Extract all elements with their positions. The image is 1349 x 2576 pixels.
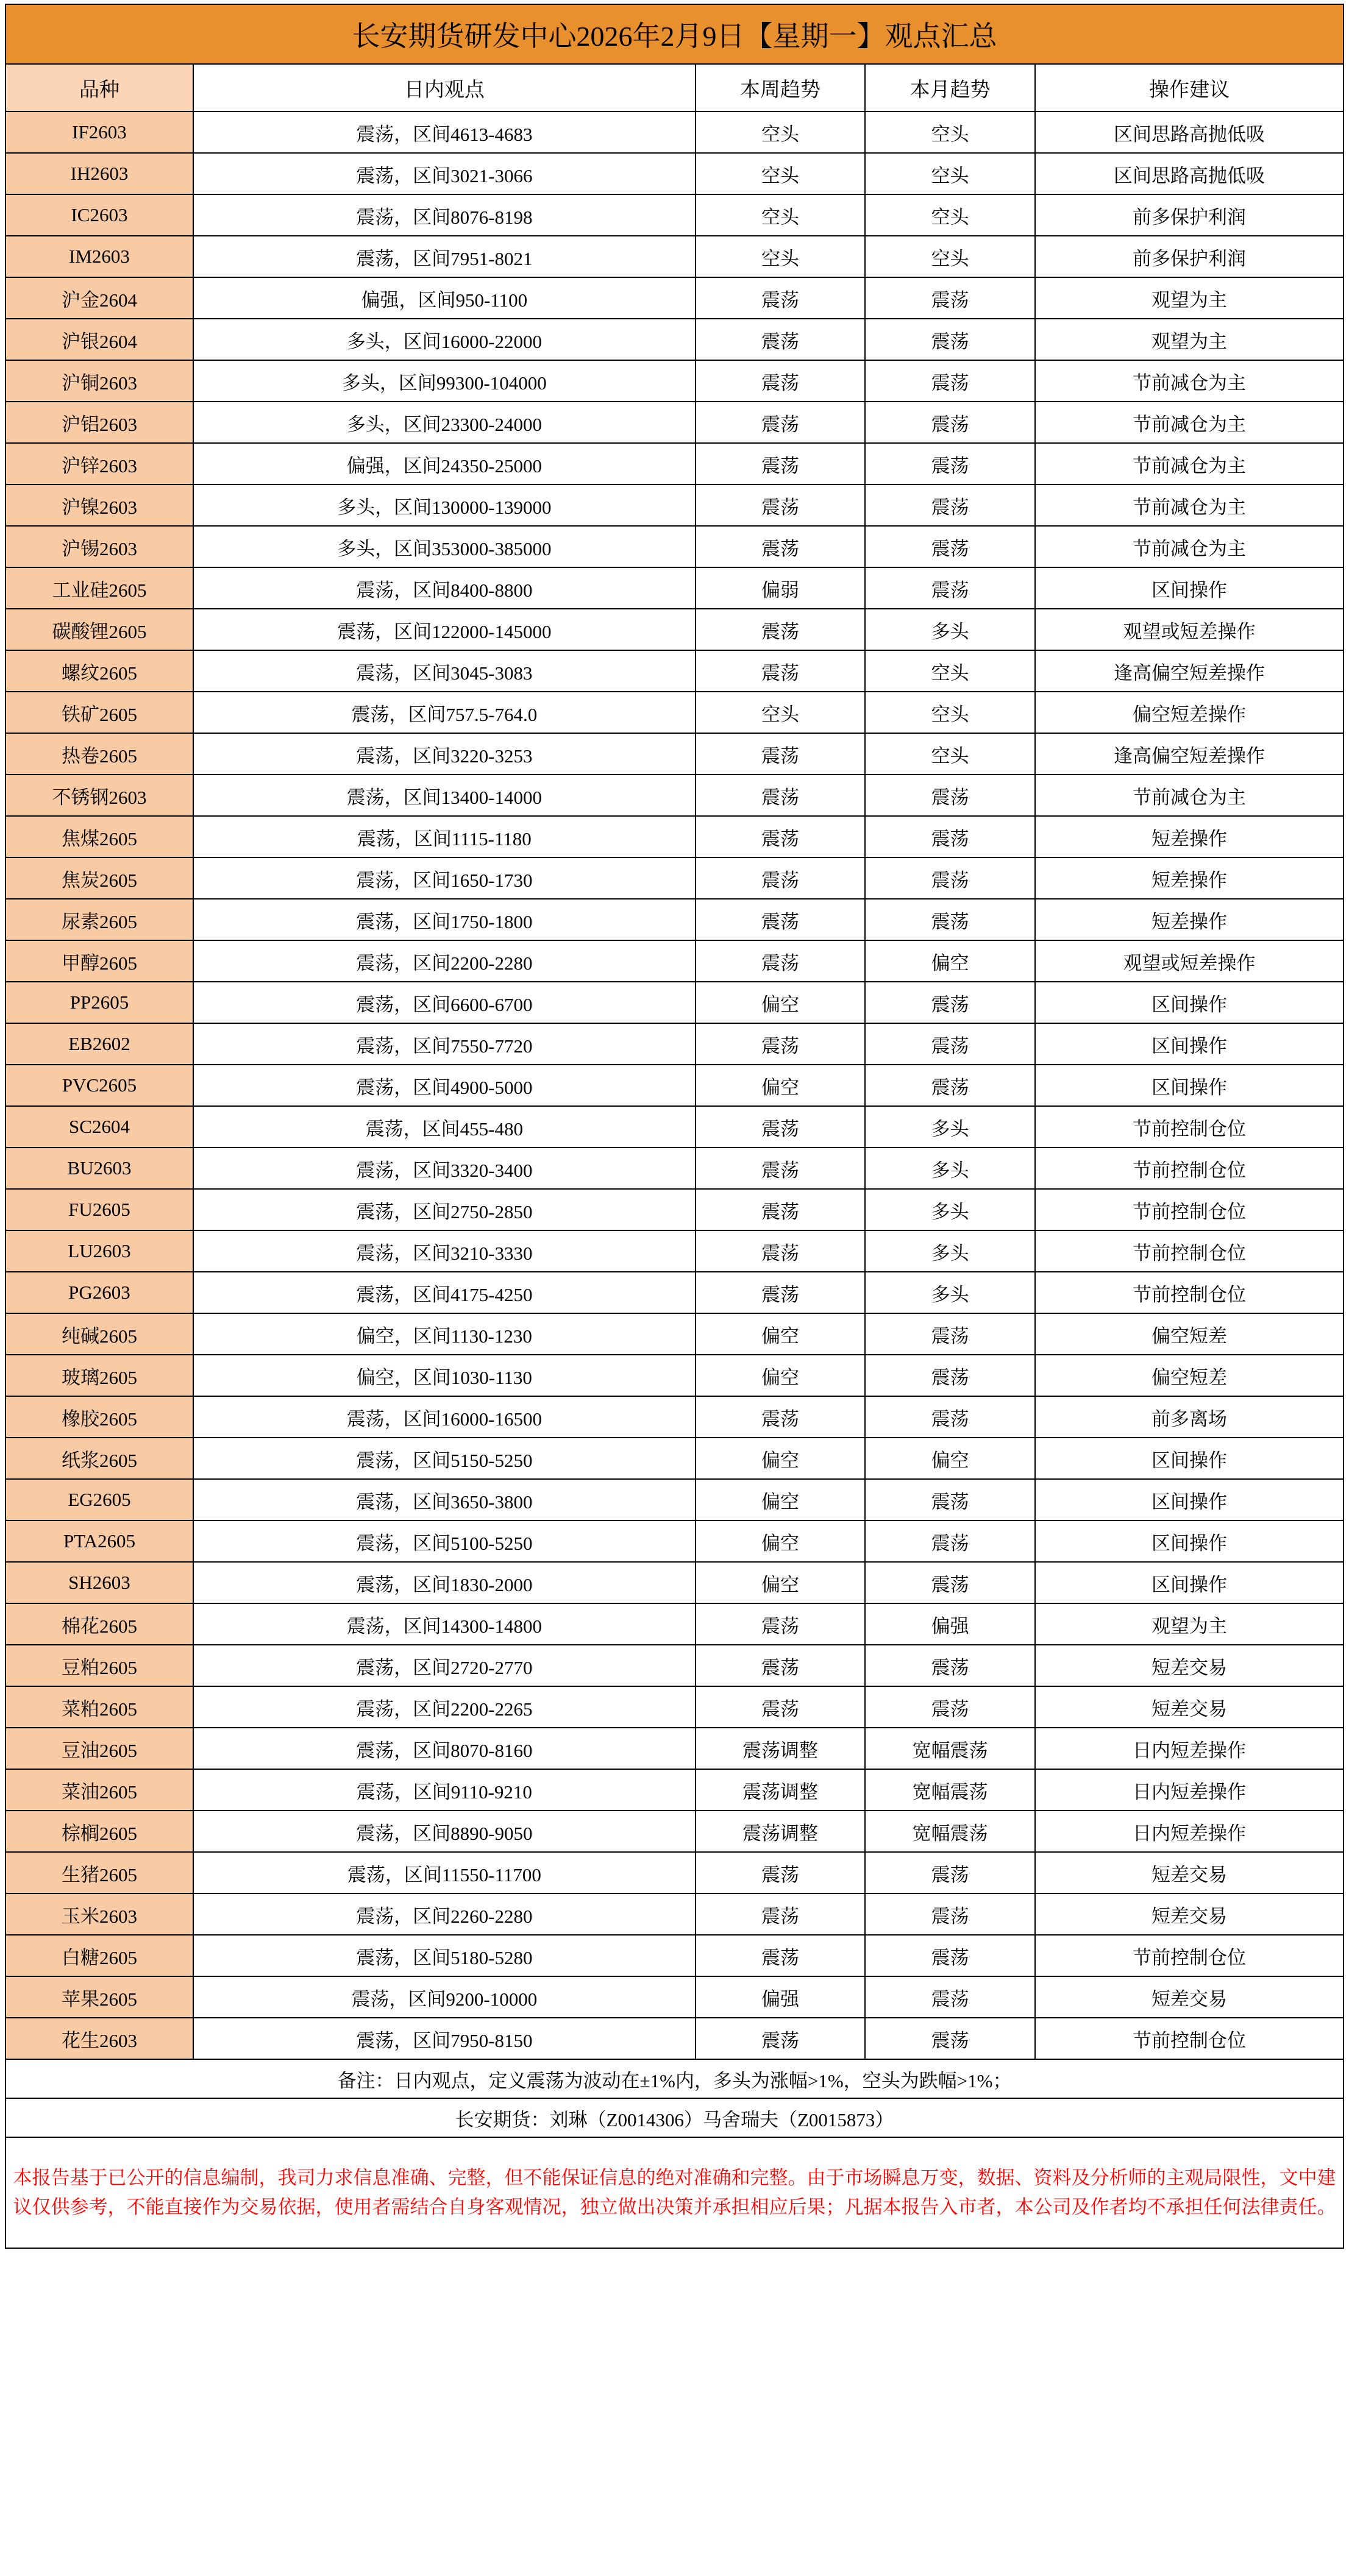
cell-variety: IH2603	[5, 153, 193, 194]
cell-advice: 节前减仓为主	[1035, 775, 1344, 816]
cell-variety: 苹果2605	[5, 1976, 193, 2018]
cell-advice: 短差交易	[1035, 1852, 1344, 1893]
cell-variety: IM2603	[5, 236, 193, 277]
table-row	[5, 733, 1344, 775]
cell-view: 偏空，区间1130-1230	[193, 1313, 696, 1355]
cell-view: 震荡，区间4175-4250	[193, 1272, 696, 1313]
cell-variety: 碳酸锂2605	[5, 609, 193, 650]
cell-variety: 菜粕2605	[5, 1686, 193, 1728]
cell-view: 偏空，区间1030-1130	[193, 1355, 696, 1396]
cell-month-trend: 震荡	[865, 360, 1035, 402]
cell-advice: 观望或短差操作	[1035, 940, 1344, 982]
cell-month-trend: 震荡	[865, 1065, 1035, 1106]
cell-view: 震荡，区间3320-3400	[193, 1148, 696, 1189]
cell-week-trend: 震荡	[696, 857, 866, 899]
table-row	[5, 1603, 1344, 1645]
table-row	[5, 2018, 1344, 2059]
column-header-month: 本月趋势	[865, 64, 1035, 112]
cell-view: 震荡，区间3045-3083	[193, 650, 696, 692]
table-row	[5, 1520, 1344, 1562]
cell-week-trend: 震荡	[696, 1686, 866, 1728]
table-row	[5, 982, 1344, 1023]
cell-variety: EG2605	[5, 1479, 193, 1520]
cell-week-trend: 震荡	[696, 733, 866, 775]
title-row	[5, 4, 1344, 64]
cell-week-trend: 震荡	[696, 1396, 866, 1438]
table-row	[5, 277, 1344, 319]
cell-month-trend: 震荡	[865, 1852, 1035, 1893]
cell-week-trend: 震荡	[696, 2018, 866, 2059]
table-row	[5, 940, 1344, 982]
cell-month-trend: 多头	[865, 1189, 1035, 1230]
cell-week-trend: 偏空	[696, 1438, 866, 1479]
cell-week-trend: 震荡	[696, 443, 866, 484]
cell-advice: 区间思路高抛低吸	[1035, 112, 1344, 153]
cell-month-trend: 偏空	[865, 940, 1035, 982]
table-row	[5, 1023, 1344, 1065]
cell-view: 震荡，区间9110-9210	[193, 1769, 696, 1811]
cell-week-trend: 偏空	[696, 982, 866, 1023]
cell-advice: 偏空短差	[1035, 1355, 1344, 1396]
column-header-view: 日内观点	[193, 64, 696, 112]
cell-month-trend: 震荡	[865, 277, 1035, 319]
cell-variety: 菜油2605	[5, 1769, 193, 1811]
cell-week-trend: 震荡	[696, 775, 866, 816]
table-row	[5, 153, 1344, 194]
cell-week-trend: 震荡	[696, 1893, 866, 1935]
cell-month-trend: 多头	[865, 609, 1035, 650]
cell-week-trend: 震荡	[696, 526, 866, 567]
disclaimer-row	[5, 2137, 1344, 2248]
cell-advice: 区间操作	[1035, 1023, 1344, 1065]
cell-view: 震荡，区间16000-16500	[193, 1396, 696, 1438]
cell-variety: 沪铜2603	[5, 360, 193, 402]
cell-variety: 纸浆2605	[5, 1438, 193, 1479]
cell-advice: 节前控制仓位	[1035, 1272, 1344, 1313]
cell-month-trend: 震荡	[865, 1976, 1035, 2018]
cell-advice: 区间操作	[1035, 1438, 1344, 1479]
cell-view: 震荡，区间8890-9050	[193, 1811, 696, 1852]
cell-advice: 区间操作	[1035, 1479, 1344, 1520]
table-row	[5, 567, 1344, 609]
cell-week-trend: 空头	[696, 236, 866, 277]
cell-variety: 甲醇2605	[5, 940, 193, 982]
cell-month-trend: 震荡	[865, 1023, 1035, 1065]
cell-week-trend: 震荡	[696, 609, 866, 650]
cell-month-trend: 震荡	[865, 1313, 1035, 1355]
cell-view: 震荡，区间3650-3800	[193, 1479, 696, 1520]
cell-advice: 节前控制仓位	[1035, 1106, 1344, 1148]
cell-month-trend: 震荡	[865, 319, 1035, 360]
table-row	[5, 857, 1344, 899]
cell-month-trend: 震荡	[865, 526, 1035, 567]
cell-month-trend: 震荡	[865, 443, 1035, 484]
table-row	[5, 816, 1344, 857]
table-row	[5, 1065, 1344, 1106]
table-row	[5, 1562, 1344, 1603]
cell-variety: FU2605	[5, 1189, 193, 1230]
cell-variety: 热卷2605	[5, 733, 193, 775]
cell-advice: 节前减仓为主	[1035, 360, 1344, 402]
cell-view: 震荡，区间5150-5250	[193, 1438, 696, 1479]
table-row	[5, 526, 1344, 567]
cell-variety: 不锈钢2603	[5, 775, 193, 816]
cell-month-trend: 震荡	[865, 816, 1035, 857]
cell-variety: 橡胶2605	[5, 1396, 193, 1438]
cell-variety: 尿素2605	[5, 899, 193, 940]
cell-view: 震荡，区间14300-14800	[193, 1603, 696, 1645]
cell-variety: 沪银2604	[5, 319, 193, 360]
cell-view: 震荡，区间8076-8198	[193, 194, 696, 236]
cell-variety: 花生2603	[5, 2018, 193, 2059]
cell-week-trend: 空头	[696, 112, 866, 153]
table-row	[5, 1645, 1344, 1686]
cell-week-trend: 震荡	[696, 650, 866, 692]
cell-month-trend: 震荡	[865, 1479, 1035, 1520]
cell-advice: 节前减仓为主	[1035, 443, 1344, 484]
cell-view: 震荡，区间4900-5000	[193, 1065, 696, 1106]
analyst-row	[5, 2098, 1344, 2137]
cell-view: 震荡，区间1830-2000	[193, 1562, 696, 1603]
cell-advice: 观望为主	[1035, 1603, 1344, 1645]
cell-view: 震荡，区间6600-6700	[193, 982, 696, 1023]
cell-advice: 区间操作	[1035, 1520, 1344, 1562]
cell-view: 震荡，区间3210-3330	[193, 1230, 696, 1272]
cell-month-trend: 震荡	[865, 1686, 1035, 1728]
cell-view: 偏强，区间950-1100	[193, 277, 696, 319]
cell-view: 震荡，区间7950-8150	[193, 2018, 696, 2059]
cell-week-trend: 震荡	[696, 1189, 866, 1230]
cell-week-trend: 震荡	[696, 940, 866, 982]
table-row	[5, 609, 1344, 650]
cell-month-trend: 偏空	[865, 1438, 1035, 1479]
note-row	[5, 2059, 1344, 2098]
table-row	[5, 1769, 1344, 1811]
cell-month-trend: 震荡	[865, 1645, 1035, 1686]
cell-advice: 节前控制仓位	[1035, 1935, 1344, 1976]
table-row	[5, 360, 1344, 402]
cell-variety: 纯碱2605	[5, 1313, 193, 1355]
cell-week-trend: 震荡	[696, 1603, 866, 1645]
cell-week-trend: 震荡调整	[696, 1728, 866, 1769]
cell-view: 震荡，区间1115-1180	[193, 816, 696, 857]
table-row	[5, 1811, 1344, 1852]
page-title: 长安期货研发中心2026年2月9日【星期一】观点汇总	[5, 4, 1344, 64]
cell-view: 震荡，区间757.5-764.0	[193, 692, 696, 733]
cell-variety: 豆油2605	[5, 1728, 193, 1769]
cell-variety: 沪铝2603	[5, 402, 193, 443]
cell-advice: 前多保护利润	[1035, 194, 1344, 236]
cell-advice: 逢高偏空短差操作	[1035, 733, 1344, 775]
cell-advice: 区间操作	[1035, 1065, 1344, 1106]
cell-advice: 节前减仓为主	[1035, 402, 1344, 443]
cell-month-trend: 空头	[865, 733, 1035, 775]
cell-week-trend: 震荡	[696, 484, 866, 526]
cell-view: 震荡，区间1750-1800	[193, 899, 696, 940]
cell-advice: 日内短差操作	[1035, 1728, 1344, 1769]
table-row	[5, 443, 1344, 484]
cell-week-trend: 震荡	[696, 1272, 866, 1313]
cell-advice: 短差操作	[1035, 857, 1344, 899]
cell-month-trend: 震荡	[865, 775, 1035, 816]
cell-view: 偏强，区间24350-25000	[193, 443, 696, 484]
table-row	[5, 1728, 1344, 1769]
cell-advice: 短差交易	[1035, 1645, 1344, 1686]
cell-week-trend: 偏空	[696, 1313, 866, 1355]
cell-month-trend: 震荡	[865, 899, 1035, 940]
cell-advice: 短差操作	[1035, 816, 1344, 857]
table-row	[5, 1313, 1344, 1355]
analyst-credits: 长安期货：刘琳（Z0014306）马舍瑞夫（Z0015873）	[5, 2098, 1344, 2137]
table-row	[5, 194, 1344, 236]
cell-advice: 观望为主	[1035, 319, 1344, 360]
cell-variety: 焦炭2605	[5, 857, 193, 899]
cell-month-trend: 宽幅震荡	[865, 1811, 1035, 1852]
cell-advice: 逢高偏空短差操作	[1035, 650, 1344, 692]
cell-advice: 日内短差操作	[1035, 1811, 1344, 1852]
cell-variety: PP2605	[5, 982, 193, 1023]
table-row	[5, 1438, 1344, 1479]
cell-week-trend: 震荡	[696, 816, 866, 857]
cell-variety: PVC2605	[5, 1065, 193, 1106]
cell-month-trend: 震荡	[865, 1520, 1035, 1562]
cell-variety: SH2603	[5, 1562, 193, 1603]
cell-view: 震荡，区间455-480	[193, 1106, 696, 1148]
cell-month-trend: 偏强	[865, 1603, 1035, 1645]
cell-advice: 短差交易	[1035, 1686, 1344, 1728]
cell-view: 震荡，区间7951-8021	[193, 236, 696, 277]
column-header-week: 本周趋势	[696, 64, 866, 112]
cell-view: 震荡，区间8070-8160	[193, 1728, 696, 1769]
cell-week-trend: 震荡	[696, 277, 866, 319]
cell-variety: 玉米2603	[5, 1893, 193, 1935]
cell-month-trend: 多头	[865, 1230, 1035, 1272]
cell-advice: 节前控制仓位	[1035, 2018, 1344, 2059]
table-row	[5, 112, 1344, 153]
cell-month-trend: 震荡	[865, 1935, 1035, 1976]
cell-month-trend: 震荡	[865, 1562, 1035, 1603]
cell-month-trend: 震荡	[865, 402, 1035, 443]
cell-variety: 工业硅2605	[5, 567, 193, 609]
cell-advice: 区间思路高抛低吸	[1035, 153, 1344, 194]
cell-variety: SC2604	[5, 1106, 193, 1148]
table-row	[5, 1355, 1344, 1396]
cell-month-trend: 空头	[865, 236, 1035, 277]
cell-view: 震荡，区间2720-2770	[193, 1645, 696, 1686]
cell-variety: 生猪2605	[5, 1852, 193, 1893]
cell-variety: 豆粕2605	[5, 1645, 193, 1686]
cell-view: 多头，区间16000-22000	[193, 319, 696, 360]
cell-advice: 节前控制仓位	[1035, 1148, 1344, 1189]
cell-week-trend: 震荡调整	[696, 1769, 866, 1811]
cell-advice: 区间操作	[1035, 567, 1344, 609]
cell-view: 震荡，区间3021-3066	[193, 153, 696, 194]
cell-advice: 节前减仓为主	[1035, 526, 1344, 567]
table-row	[5, 1396, 1344, 1438]
cell-month-trend: 空头	[865, 194, 1035, 236]
cell-week-trend: 空头	[696, 153, 866, 194]
cell-variety: BU2603	[5, 1148, 193, 1189]
cell-week-trend: 震荡	[696, 360, 866, 402]
cell-view: 震荡，区间1650-1730	[193, 857, 696, 899]
cell-month-trend: 震荡	[865, 484, 1035, 526]
table-row	[5, 1852, 1344, 1893]
cell-view: 多头，区间353000-385000	[193, 526, 696, 567]
cell-view: 震荡，区间8400-8800	[193, 567, 696, 609]
cell-week-trend: 偏空	[696, 1355, 866, 1396]
cell-week-trend: 震荡	[696, 1645, 866, 1686]
cell-month-trend: 空头	[865, 153, 1035, 194]
cell-advice: 短差操作	[1035, 899, 1344, 940]
cell-advice: 区间操作	[1035, 1562, 1344, 1603]
cell-view: 震荡，区间2200-2280	[193, 940, 696, 982]
cell-variety: LU2603	[5, 1230, 193, 1272]
table-row	[5, 319, 1344, 360]
cell-view: 震荡，区间4613-4683	[193, 112, 696, 153]
cell-month-trend: 空头	[865, 650, 1035, 692]
cell-variety: IC2603	[5, 194, 193, 236]
note-text: 备注：日内观点，定义震荡为波动在±1%内，多头为涨幅>1%，空头为跌幅>1%；	[5, 2059, 1344, 2098]
cell-advice: 偏空短差操作	[1035, 692, 1344, 733]
header-row	[5, 64, 1344, 112]
cell-week-trend: 震荡	[696, 1106, 866, 1148]
cell-week-trend: 空头	[696, 692, 866, 733]
table-row	[5, 402, 1344, 443]
cell-variety: 沪金2604	[5, 277, 193, 319]
table-row	[5, 692, 1344, 733]
cell-view: 震荡，区间11550-11700	[193, 1852, 696, 1893]
cell-advice: 偏空短差	[1035, 1313, 1344, 1355]
cell-view: 多头，区间99300-104000	[193, 360, 696, 402]
cell-variety: PTA2605	[5, 1520, 193, 1562]
cell-month-trend: 震荡	[865, 1396, 1035, 1438]
cell-month-trend: 震荡	[865, 2018, 1035, 2059]
cell-view: 震荡，区间122000-145000	[193, 609, 696, 650]
cell-month-trend: 空头	[865, 692, 1035, 733]
cell-week-trend: 偏空	[696, 1562, 866, 1603]
cell-view: 震荡，区间2260-2280	[193, 1893, 696, 1935]
cell-variety: 玻璃2605	[5, 1355, 193, 1396]
table-row	[5, 1686, 1344, 1728]
table-row	[5, 1893, 1344, 1935]
cell-view: 多头，区间130000-139000	[193, 484, 696, 526]
cell-week-trend: 空头	[696, 194, 866, 236]
cell-week-trend: 震荡	[696, 1148, 866, 1189]
cell-view: 震荡，区间13400-14000	[193, 775, 696, 816]
cell-week-trend: 偏空	[696, 1065, 866, 1106]
cell-month-trend: 空头	[865, 112, 1035, 153]
cell-view: 震荡，区间5100-5250	[193, 1520, 696, 1562]
cell-week-trend: 震荡	[696, 402, 866, 443]
cell-view: 震荡，区间7550-7720	[193, 1023, 696, 1065]
table-row	[5, 650, 1344, 692]
cell-week-trend: 震荡	[696, 1935, 866, 1976]
cell-variety: 螺纹2605	[5, 650, 193, 692]
viewpoint-summary-table	[5, 4, 1344, 2249]
cell-advice: 前多保护利润	[1035, 236, 1344, 277]
cell-month-trend: 震荡	[865, 982, 1035, 1023]
table-row	[5, 1189, 1344, 1230]
cell-variety: 铁矿2605	[5, 692, 193, 733]
cell-advice: 观望为主	[1035, 277, 1344, 319]
cell-variety: 焦煤2605	[5, 816, 193, 857]
cell-variety: 沪镍2603	[5, 484, 193, 526]
cell-advice: 区间操作	[1035, 982, 1344, 1023]
cell-view: 震荡，区间9200-10000	[193, 1976, 696, 2018]
cell-week-trend: 震荡	[696, 899, 866, 940]
table-row	[5, 1976, 1344, 2018]
cell-view: 震荡，区间2200-2265	[193, 1686, 696, 1728]
table-row	[5, 899, 1344, 940]
cell-week-trend: 震荡	[696, 319, 866, 360]
table-row	[5, 236, 1344, 277]
cell-week-trend: 震荡调整	[696, 1811, 866, 1852]
cell-month-trend: 宽幅震荡	[865, 1728, 1035, 1769]
cell-variety: 沪锡2603	[5, 526, 193, 567]
column-header-variety: 品种	[5, 64, 193, 112]
cell-advice: 短差交易	[1035, 1976, 1344, 2018]
cell-variety: EB2602	[5, 1023, 193, 1065]
cell-view: 震荡，区间2750-2850	[193, 1189, 696, 1230]
column-header-advice: 操作建议	[1035, 64, 1344, 112]
table-row	[5, 484, 1344, 526]
cell-advice: 节前控制仓位	[1035, 1230, 1344, 1272]
cell-view: 震荡，区间5180-5280	[193, 1935, 696, 1976]
cell-week-trend: 偏空	[696, 1520, 866, 1562]
table-row	[5, 1272, 1344, 1313]
table-row	[5, 1935, 1344, 1976]
cell-advice: 前多离场	[1035, 1396, 1344, 1438]
table-row	[5, 1106, 1344, 1148]
cell-week-trend: 震荡	[696, 1852, 866, 1893]
cell-week-trend: 震荡	[696, 1230, 866, 1272]
cell-month-trend: 震荡	[865, 857, 1035, 899]
disclaimer-text: 本报告基于已公开的信息编制，我司力求信息准确、完整，但不能保证信息的绝对准确和完整。由于市场瞬息万变，数据、资料及分析师的主观局限性，文中建议仅供参考，不能直接作为交易依据，使用者需结合自身客观情况，独立做出决策并承担相应后果；凡据本报告入市者，本公司及作者均不承担任何法律责任。	[5, 2137, 1344, 2248]
cell-month-trend: 多头	[865, 1106, 1035, 1148]
cell-month-trend: 多头	[865, 1272, 1035, 1313]
cell-week-trend: 偏空	[696, 1479, 866, 1520]
cell-advice: 日内短差操作	[1035, 1769, 1344, 1811]
table-row	[5, 775, 1344, 816]
cell-view: 震荡，区间3220-3253	[193, 733, 696, 775]
cell-variety: PG2603	[5, 1272, 193, 1313]
cell-week-trend: 偏强	[696, 1976, 866, 2018]
cell-advice: 节前控制仓位	[1035, 1189, 1344, 1230]
table-row	[5, 1479, 1344, 1520]
cell-advice: 观望或短差操作	[1035, 609, 1344, 650]
table-row	[5, 1148, 1344, 1189]
cell-month-trend: 多头	[865, 1148, 1035, 1189]
cell-week-trend: 偏弱	[696, 567, 866, 609]
cell-variety: 沪锌2603	[5, 443, 193, 484]
cell-month-trend: 震荡	[865, 567, 1035, 609]
cell-variety: 棕榈2605	[5, 1811, 193, 1852]
cell-view: 多头，区间23300-24000	[193, 402, 696, 443]
cell-variety: 棉花2605	[5, 1603, 193, 1645]
cell-variety: 白糖2605	[5, 1935, 193, 1976]
cell-variety: IF2603	[5, 112, 193, 153]
cell-month-trend: 宽幅震荡	[865, 1769, 1035, 1811]
cell-advice: 节前减仓为主	[1035, 484, 1344, 526]
cell-month-trend: 震荡	[865, 1355, 1035, 1396]
cell-week-trend: 震荡	[696, 1023, 866, 1065]
cell-month-trend: 震荡	[865, 1893, 1035, 1935]
cell-advice: 短差交易	[1035, 1893, 1344, 1935]
table-row	[5, 1230, 1344, 1272]
